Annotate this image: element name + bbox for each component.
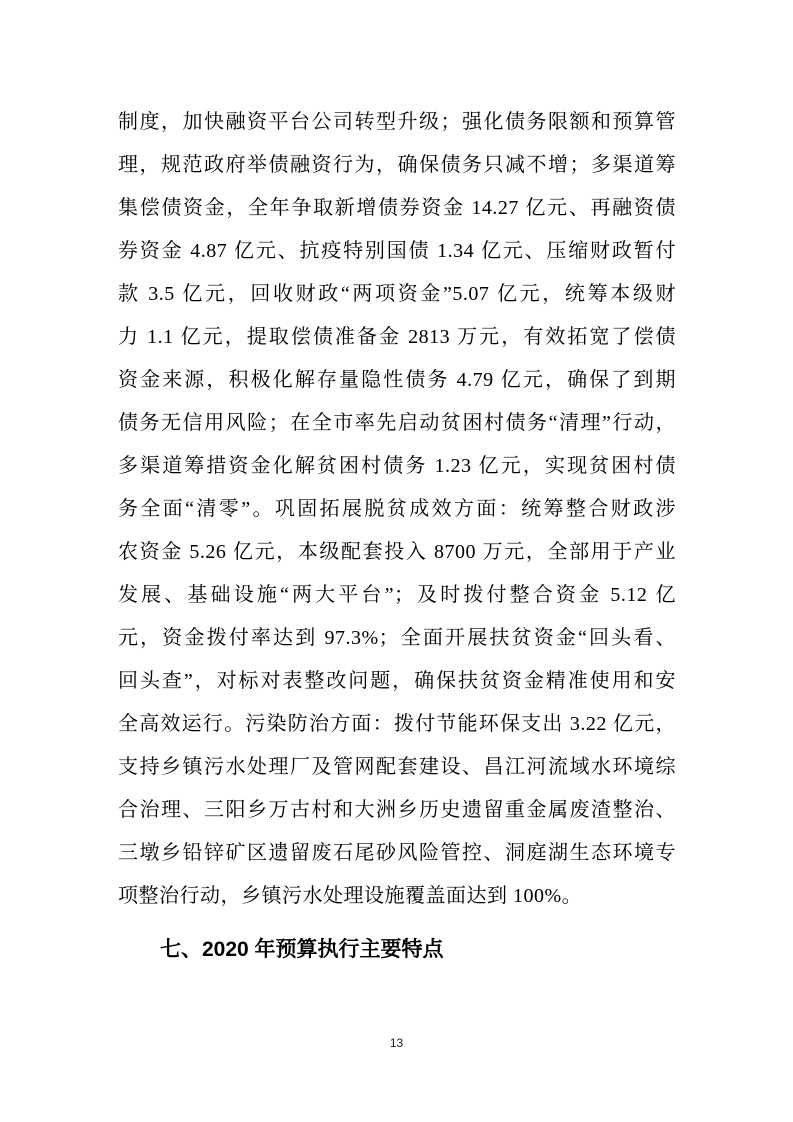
paragraph-line: 项整治行动，乡镇污水处理设施覆盖面达到 100%。 (118, 885, 583, 907)
paragraph-line: 债务无信用风险；在全市率先启动贫困村债务“清理”行动， (118, 412, 676, 434)
paragraph-line: 券资金 4.87 亿元、抗疫特别国债 1.34 亿元、压缩财政暂付 (118, 240, 676, 262)
paragraph-line: 集偿债资金，全年争取新增债券资金 14.27 亿元、再融资债 (118, 197, 676, 219)
page-number: 13 (389, 1036, 404, 1050)
paragraph-line: 农资金 5.26 亿元，本级配套投入 8700 万元，全部用于产业 (118, 541, 676, 563)
paragraph-line: 合治理、三阳乡万古村和大洲乡历史遗留重金属废渣整治、 (118, 799, 676, 821)
paragraph-line: 回头查”，对标对表整改问题，确保扶贫资金精准使用和安 (118, 670, 676, 692)
paragraph-line: 力 1.1 亿元，提取偿债准备金 2813 万元，有效拓宽了偿债 (118, 326, 676, 348)
paragraph-line: 款 3.5 亿元，回收财政“两项资金”5.07 亿元，统筹本级财 (118, 283, 676, 305)
paragraph-line: 发展、基础设施“两大平台”；及时拨付整合资金 5.12 亿 (118, 584, 676, 606)
paragraph-line: 制度，加快融资平台公司转型升级；强化债务限额和预算管 (118, 111, 676, 133)
paragraph-line: 多渠道筹措资金化解贫困村债务 1.23 亿元，实现贫困村债 (118, 455, 676, 477)
paragraph-line: 资金来源，积极化解存量隐性债务 4.79 亿元，确保了到期 (118, 369, 676, 391)
paragraph-line: 理，规范政府举债融资行为，确保债务只减不增；多渠道筹 (118, 154, 676, 176)
section-heading: 七、2020 年预算执行主要特点 (160, 938, 444, 961)
page-body (118, 101, 676, 971)
paragraph-line: 三墩乡铅锌矿区遗留废石尾砂风险管控、洞庭湖生态环境专 (118, 842, 676, 864)
paragraph-line: 务全面“清零”。巩固拓展脱贫成效方面：统筹整合财政涉 (118, 498, 676, 520)
paragraph-line: 全高效运行。污染防治方面：拨付节能环保支出 3.22 亿元， (118, 713, 676, 735)
paragraph-line: 支持乡镇污水处理厂及管网配套建设、昌江河流域水环境综 (118, 756, 676, 778)
paragraph-line: 元，资金拨付率达到 97.3%；全面开展扶贫资金“回头看、 (118, 627, 676, 649)
